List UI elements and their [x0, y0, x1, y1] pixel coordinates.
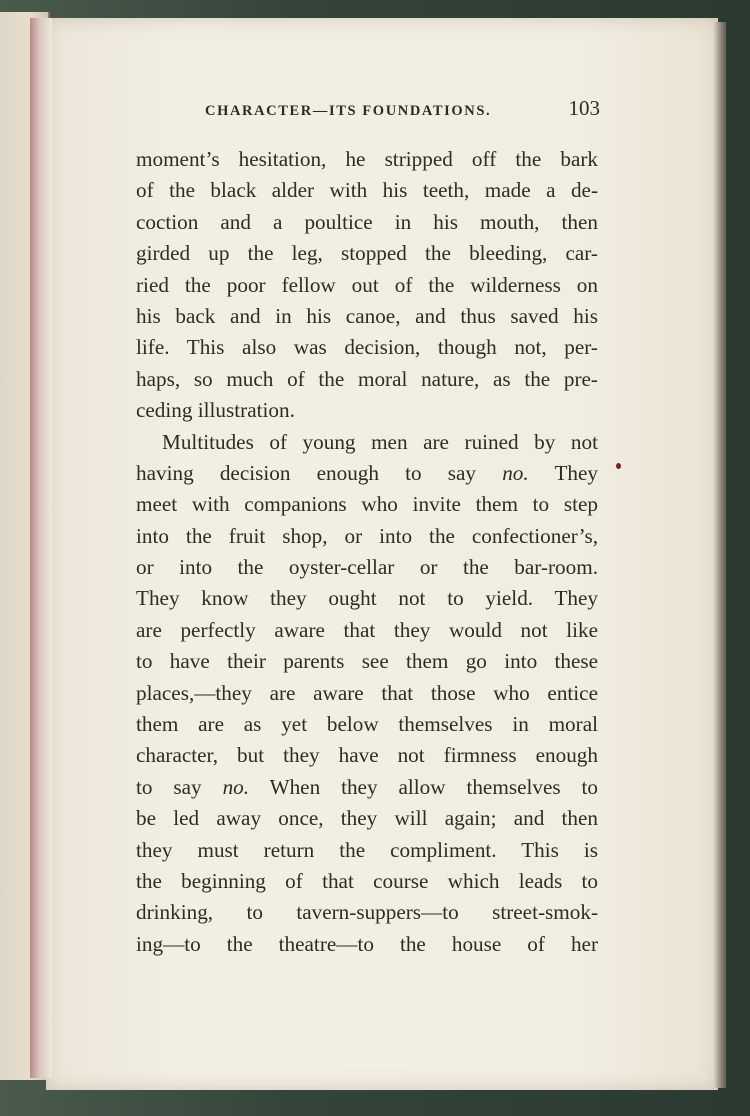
emphasis-word: no.	[222, 774, 250, 799]
text-line: they must return the compliment. This is	[136, 837, 598, 862]
running-title: CHARACTER—ITS FOUNDATIONS.	[205, 103, 492, 119]
text-line: are perfectly aware that they would not like	[136, 617, 598, 642]
text-line: places,—they are aware that those who entice	[136, 680, 598, 705]
text-line: into the fruit shop, or into the confectioner’s,	[136, 523, 598, 548]
text-line: Multitudes of young men are ruined by not	[162, 429, 598, 454]
ink-speck	[616, 463, 621, 469]
text-line: or into the oyster-cellar or the bar-room.	[136, 555, 598, 580]
text-line: haps, so much of the moral nature, as the pre-	[136, 366, 598, 391]
text-line: girded up the leg, stopped the bleeding, car-	[136, 241, 598, 266]
text-line: them are as yet below themselves in moral	[136, 712, 598, 737]
page-edge-shadow	[714, 22, 726, 1088]
text-line: ried the poor fellow out of the wilderness on	[136, 272, 598, 297]
text-line: moment’s hesitation, he stripped off the bark	[136, 147, 598, 171]
text-line: ceding illustration.	[136, 398, 295, 423]
text-line: be led away once, they will again; and then	[136, 806, 598, 831]
text-line: the beginning of that course which leads to	[136, 868, 598, 893]
text-line: meet with companions who invite them to step	[136, 492, 598, 517]
text-line: ing—to the theatre—to the house of her	[136, 931, 598, 956]
text-line: to have their parents see them go into these	[136, 649, 598, 674]
page-gutter	[30, 18, 52, 1078]
running-head	[205, 96, 600, 126]
emphasis-word: no.	[502, 460, 529, 485]
text-line: life. This also was decision, though not, per-	[136, 335, 598, 360]
text-line: of the black alder with his teeth, made a de-	[136, 178, 598, 203]
text-line: coction and a poultice in his mouth, then	[136, 209, 598, 234]
page-number: 103	[568, 96, 600, 120]
text-line: to say no. When they allow themselves to	[136, 774, 598, 799]
page-body	[136, 144, 598, 960]
text-line: having decision enough to say no. They	[136, 460, 598, 485]
text-line: his back and in his canoe, and thus saved his	[136, 303, 598, 328]
text-line: character, but they have not firmness enough	[136, 743, 598, 768]
text-line: They know they ought not to yield. They	[136, 586, 598, 611]
text-line: drinking, to tavern-suppers—to street-smok-	[136, 900, 598, 925]
